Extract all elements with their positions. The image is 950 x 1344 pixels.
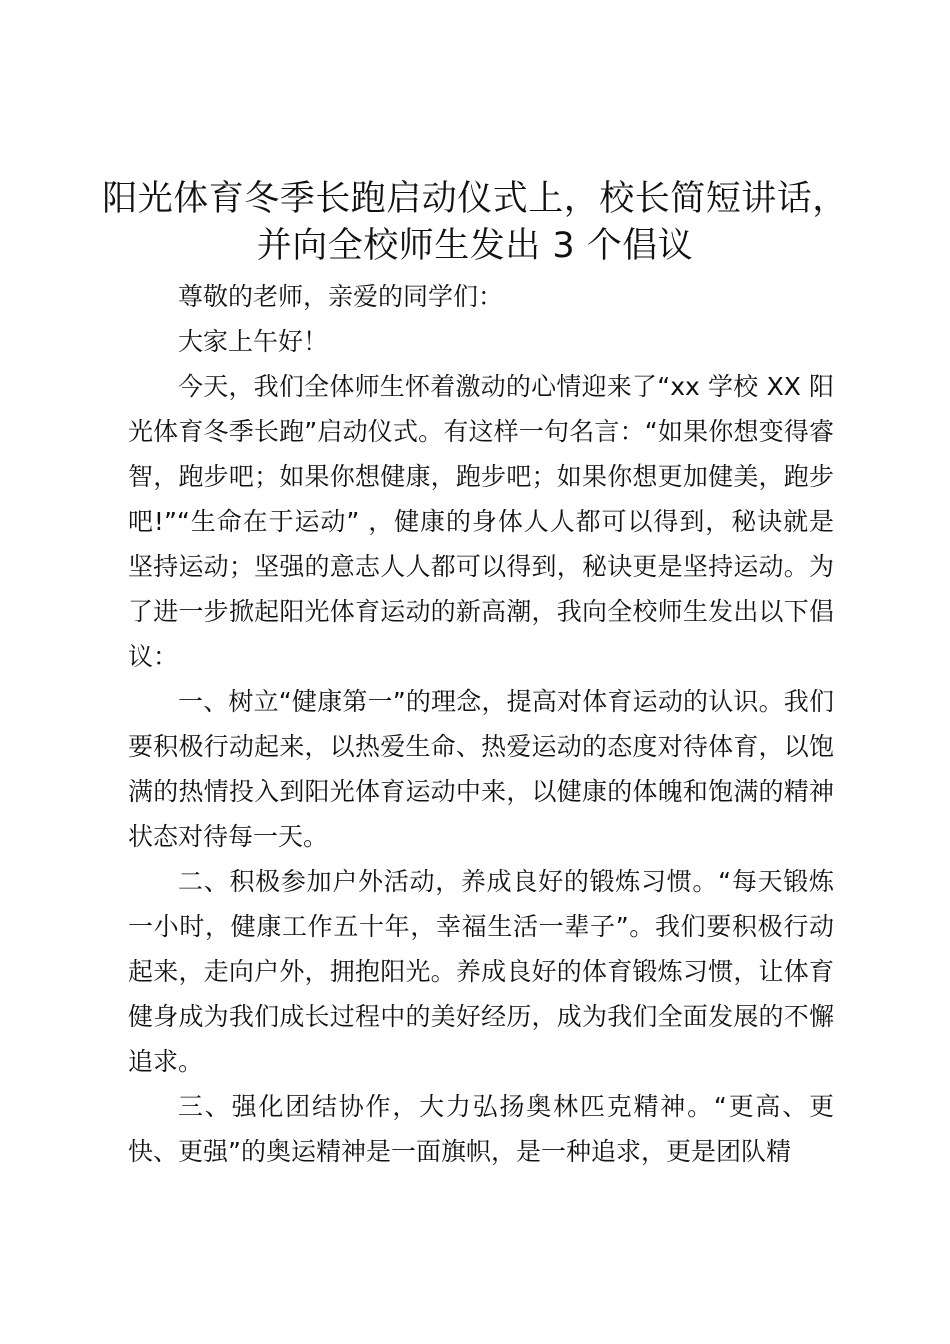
proposal-three-paragraph: 三、强化团结协作，大力弘扬奥林匹克精神。“更高、更快、更强”的奥运精神是一面旗帜，是一种追求，更是团队精: [128, 1092, 834, 1166]
proposal-one-paragraph: 一、树立“健康第一”的理念，提高对体育运动的认识。我们要积极行动起来，以热爱生命、热爱运动的态度对待体育，以饱满的热情投入到阳光体育运动中来，以健康的体魄和饱满的精神状态对待每一天。: [128, 687, 834, 851]
intro-paragraph: 今天，我们全体师生怀着激动的心情迎来了“xx 学校 XX 阳光体育冬季长跑”启动仪式。有这样一句名言：“如果你想变得睿智，跑步吧；如果你想健康，跑步吧；如果你想更加健美，跑步吧!”“生命在于运动” ，健康的身体人人都可以得到，秘诀就是坚持运动；坚强的意志人人都可以得到，秘诀更是坚持运动。为了进一步掀起阳光体育运动的新高潮，我向全校师生发出以下倡议：: [128, 372, 834, 671]
salutation-paragraph: 尊敬的老师，亲爱的同学们：: [178, 282, 504, 311]
document-title-line-2: 并向全校师生发出 3 个倡议: [256, 226, 694, 266]
document-title-line-1: 阳光体育冬季长跑启动仪式上，校长简短讲话，: [102, 179, 848, 219]
document-body: [128, 274, 834, 1174]
greeting-paragraph: 大家上午好！: [178, 327, 329, 356]
proposal-two-paragraph: 二、积极参加户外活动，养成良好的锻炼习惯。“每天锻炼一小时，健康工作五十年，幸福生活一辈子”。我们要积极行动起来，走向户外，拥抱阳光。养成良好的体育锻炼习惯，让体育健身成为我们成长过程中的美好经历，成为我们全面发展的不懈追求。: [128, 867, 834, 1076]
